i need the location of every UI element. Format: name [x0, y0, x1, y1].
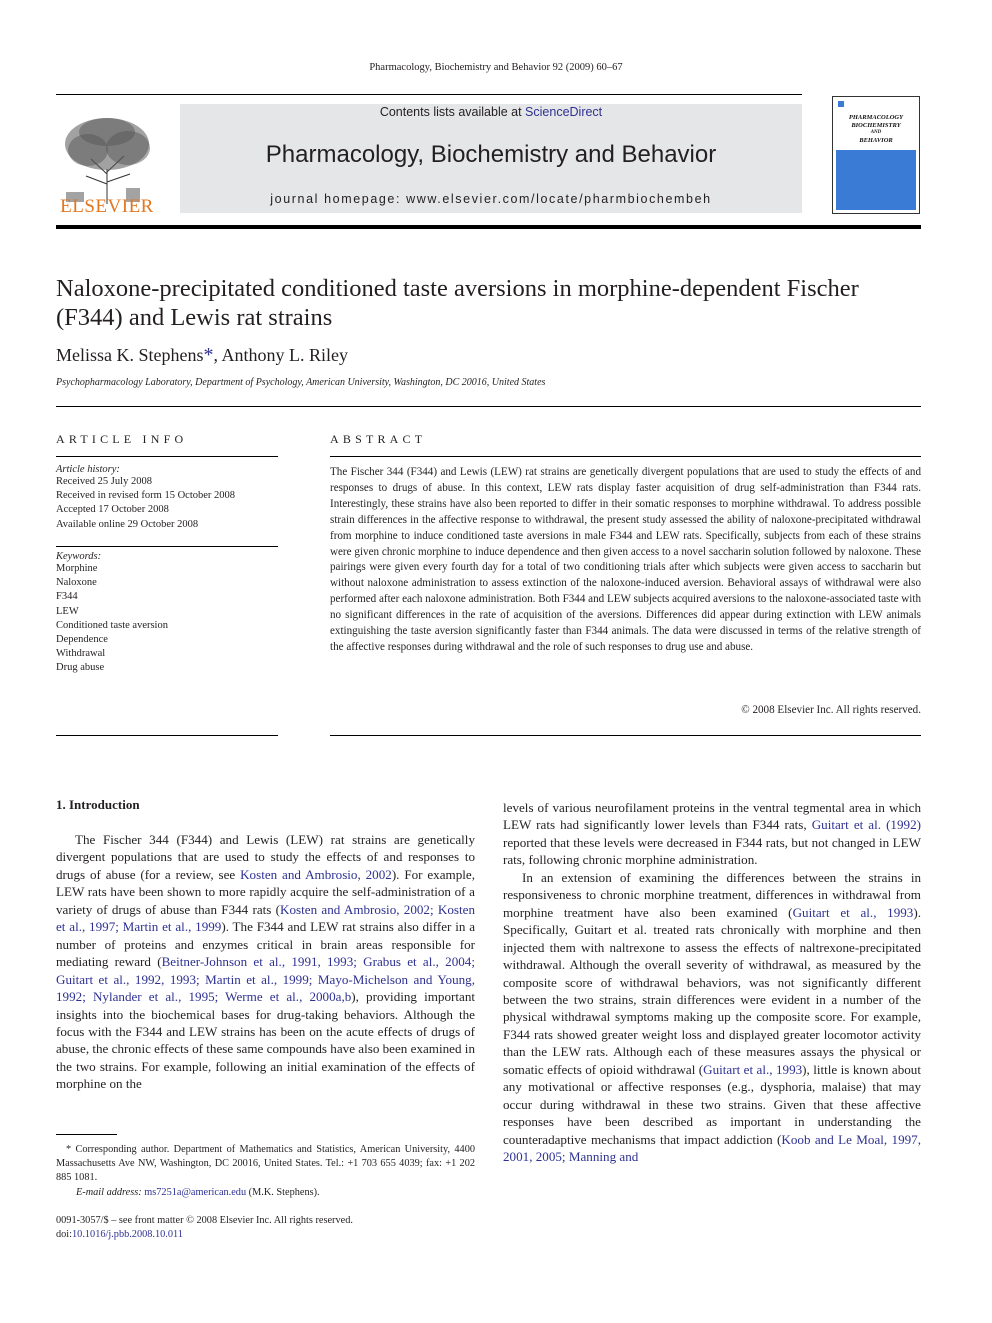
- history-item: Available online 29 October 2008: [56, 518, 199, 530]
- keyword: Drug abuse: [56, 662, 105, 674]
- section-heading-introduction: 1. Introduction: [56, 797, 140, 812]
- doi-link[interactable]: 10.1016/j.pbb.2008.10.011: [72, 1229, 183, 1241]
- doi-line: doi:10.1016/j.pbb.2008.10.011: [56, 1229, 183, 1241]
- citation-link[interactable]: Kosten and Ambrosio, 2002; Kosten et al., 1997; Martin et al., 1999: [56, 901, 475, 935]
- affiliation: Psychopharmacology Laboratory, Department of Psychology, American University, Washington, DC 20016, United States: [56, 377, 546, 388]
- history-item: Received in revised form 15 October 2008: [56, 490, 236, 502]
- keyword: Morphine: [56, 563, 98, 574]
- keyword: LEW: [56, 605, 79, 617]
- corresponding-author-mark[interactable]: *: [203, 344, 214, 366]
- issn-line: 0091-3057/$ – see front matter © 2008 Elsevier Inc. All rights reserved.: [56, 1215, 353, 1226]
- corresponding-author-details: * Corresponding author. Department of Mathematics and Statistics, American University, 4400 Massachusetts Ave NW, Washington, DC 20016, United States. Tel.: +1 703 655 4039; fax: +1 202 885 1081.: [56, 1144, 475, 1184]
- keyword: Withdrawal: [56, 648, 106, 660]
- article-title: Naloxone-precipitated conditioned taste aversions in morphine-dependent Fischer (F344) and Lewis rat strains: [56, 275, 859, 331]
- intro-paragraph: The Fischer 344 (F344) and Lewis (LEW) rat strains are genetically divergent populations that are used to study the effects of and responses to drugs of abuse (for a review, see Kosten and Ambrosio, 2002). For example, LEW rats have been shown to more rapidly acquire the self-administration of a variety of drugs of abuse than F344 rats (Kosten and Ambrosio, 2002; Kosten et al., 1997; Martin et al., 1999). The F344 and LEW rat strains also differ in a number of proteins and enzymes critical in brain areas responsible for mediating reward (Beitner-Johnson et al., 1991, 1993; Grabus et al., 2004; Guitart et al., 1992, 1993; Martin et al., 1999; Mayo-Michelson and Young, 1992; Nylander et al., 1995; Werme et al., 2000a,b), providing important insights into the biochemical bases for drug-taking behaviors. Although the focus with the F344 and LEW strains has been on the acute effects of drugs of abuse, the chronic effects of these same compounds have also been examined in the two strains. For example, following an initial examination of the effects of morphine on the: [56, 832, 476, 1092]
- journal-cover-title-area: [836, 100, 916, 150]
- keywords-label: Keywords:: [56, 551, 102, 562]
- masthead-top-rule: [56, 94, 802, 95]
- front-matter: [56, 1214, 475, 1242]
- keyword: Conditioned taste aversion: [56, 619, 168, 631]
- citation-link[interactable]: Beitner-Johnson et al., 1991, 1993; Grabus et al., 2004; Guitart et al., 1992, 1993; Martin et al., 1999; Mayo-Michelson and Young, 1992; Nylander et al., 1995; Werme et al., 2000a,b: [56, 954, 475, 1005]
- journal-cover-emblem: [838, 101, 844, 107]
- article-info-rule: [56, 456, 278, 457]
- email-line: E-mail address: ms7251a@american.edu (M.K. Stephens).: [76, 1186, 320, 1198]
- keyword: Naloxone: [56, 577, 97, 589]
- author-list: Melissa K. Stephens*, Anthony L. Riley: [56, 344, 349, 366]
- citation-link[interactable]: Guitart et al., 1993: [792, 904, 914, 920]
- journal-cover-blue-panel: [836, 150, 916, 210]
- elsevier-wordmark: ELSEVIER: [60, 196, 154, 217]
- abstract-bottom-rule: [330, 735, 921, 736]
- keyword: Dependence: [56, 634, 108, 646]
- abstract-rule: [330, 456, 921, 457]
- corresponding-author-footnote: [56, 1143, 475, 1200]
- intro-left-column: [56, 831, 475, 1093]
- running-head: Pharmacology, Biochemistry and Behavior 92 (2009) 60–67: [369, 62, 623, 73]
- citation-link[interactable]: Guitart et al. (1992): [811, 817, 921, 833]
- abstract-copyright: © 2008 Elsevier Inc. All rights reserved.: [741, 704, 921, 716]
- intro-right-column: [503, 799, 921, 1166]
- history-item: Accepted 17 October 2008: [56, 504, 169, 516]
- footnote-rule: [56, 1134, 117, 1135]
- journal-cover-title: PHARMACOLOGY BIOCHEMISTRY AND BEHAVIOR: [848, 114, 904, 144]
- masthead-bottom-rule: [56, 225, 921, 229]
- article-info-bottom-rule: [56, 735, 278, 736]
- citation-link[interactable]: Kosten and Ambrosio, 2002: [240, 866, 392, 882]
- journal-homepage[interactable]: journal homepage: www.elsevier.com/locate/pharmbiochembeh: [270, 192, 712, 206]
- journal-title[interactable]: Pharmacology, Biochemistry and Behavior: [265, 141, 717, 168]
- author-stephens[interactable]: Melissa K. Stephens: [56, 345, 204, 365]
- author-riley[interactable]: Anthony L. Riley: [221, 345, 349, 365]
- abstract-heading: ABSTRACT: [330, 432, 427, 446]
- history-item: Received 25 July 2008: [56, 476, 152, 487]
- keyword: F344: [56, 591, 78, 603]
- article-history: [56, 464, 278, 532]
- intro-paragraph: In an extension of examining the differences between the strains in responsiveness to chronic morphine treatment, differences in withdrawal from morphine treatment have also been examined (Guitart et al., 1993). Specifically, Guitart et al. treated rats chronically with morphine and then injected them with naltrexone to assess the effects of naltrexone-precipitated withdrawal. Although the overall severity of withdrawal, as measured by the composite score of withdrawal behaviors, was not significantly different between the two strains, strain differences were evident in a number of the physical withdrawal symptoms making up the composite score. For example, F344 rats showed greater weight loss and displayed greater locomotor activity than the LEW rats. Although each of these measures assays the physical or somatic effects of opioid withdrawal (Guitart et al., 1993), little is known about any motivational or affective responses (e.g., dysphoria, malaise) that may occur during withdrawal in these two strains. Given that these affective responses have been described as important in understanding the counteradaptive mechanisms that impact addiction (Koob and Le Moal, 1997, 2001, 2005; Manning and: [503, 869, 921, 1165]
- contents-prefix: Contents lists available at: [379, 105, 526, 119]
- sciencedirect-link[interactable]: ScienceDirect: [525, 105, 603, 119]
- keywords-rule: [56, 546, 278, 547]
- keywords: [56, 551, 278, 676]
- citation-link[interactable]: Guitart et al., 1993: [703, 1061, 803, 1077]
- abstract-text: The Fischer 344 (F344) and Lewis (LEW) rat strains are genetically divergent populations that are used to study the effects of and responses to drugs of abuse. In this context, LEW rats display faster acquisition of drug self-administration than F344 rats. Interestingly, these strains have also been reported to differ in their somatic responses to morphine withdrawal. To address possible strain differences in the affective response to withdrawal, the present study assessed the ability of naloxone-precipitated withdrawal from morphine to induce conditioned taste aversions in male F344 and LEW rats. Specifically, subjects from each of these strains were given chronic morphine to induce dependence and then given access to a novel saccharin solution followed by naloxone. These pairings were given every fourth day for a total of two conditioning trials after which subjects were given access to saccharin but without naloxone administration to assess extinction of the naloxone-induced aversion. Behavioral assays of withdrawal were also performed after each naloxone administration. Both F344 and LEW subjects acquired aversions to the naloxone-associated taste with no significant differences in the rate of acquisition of the aversions. Differences did appear during extinction with LEW animals extinguishing the taste aversion significantly faster than F344 animals. The data were discussed in terms of the relative strength of the affective responses during withdrawal and the role of such responses to drug use and abuse.: [330, 466, 921, 653]
- intro-paragraph: levels of various neurofilament proteins in the ventral tegmental area in which LEW rats had significantly lower levels than F344 rats, Guitart et al. (1992) reported that these levels were decreased in F344 rats, but not changed in LEW rats, following chronic morphine administration.: [503, 800, 921, 868]
- article-info-heading: ARTICLE INFO: [56, 432, 188, 446]
- contents-line: [180, 105, 802, 119]
- history-label: Article history:: [56, 464, 120, 475]
- citation-link[interactable]: Koob and Le Moal, 1997, 2001, 2005; Manning and: [503, 1131, 921, 1165]
- title-bottom-rule: [56, 406, 921, 407]
- email-link[interactable]: ms7251a@american.edu: [144, 1186, 247, 1198]
